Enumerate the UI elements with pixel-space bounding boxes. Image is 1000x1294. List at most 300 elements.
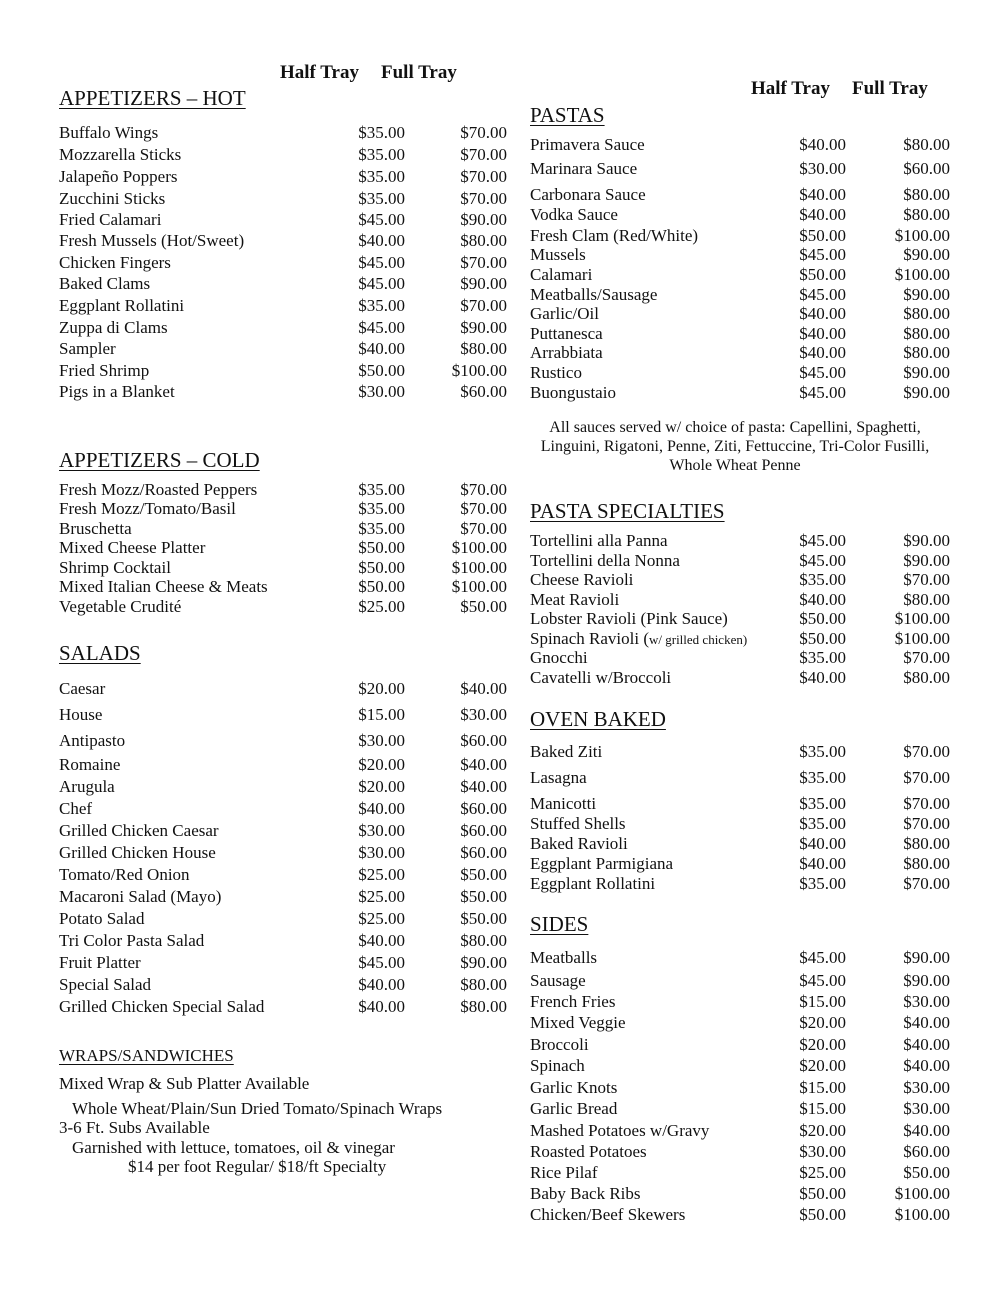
menu-item-name [530,854,673,874]
full-tray-price: $30.00 [460,705,507,724]
menu-item-name-text: Zucchini Sticks [59,189,166,208]
menu-item-name [59,231,244,251]
menu-item-row [59,361,507,381]
menu-item-name [530,834,628,854]
menu-item-name [59,210,161,230]
wraps-line: Garnished with lettuce, tomatoes, oil & vinegar [72,1138,395,1157]
menu-item-row [530,814,950,834]
menu-item-row [530,648,950,668]
menu-item-row [59,123,507,143]
menu-item-name [59,953,141,973]
menu-item-row [59,167,507,187]
menu-item-name [530,648,588,668]
full-tray-price: $80.00 [903,185,950,204]
menu-item-name [530,1013,626,1033]
menu-item-row [59,909,507,929]
menu-item-row [59,318,507,338]
menu-item-row [530,1142,950,1162]
full-tray-price: $90.00 [903,948,950,967]
menu-item-name-text: Mussels [530,245,586,264]
menu-item-name [530,590,619,610]
menu-item-name [59,339,116,359]
menu-item-row [59,843,507,863]
full-tray-price: $50.00 [460,909,507,928]
menu-item-name-text: Broccoli [530,1035,589,1054]
menu-item-row [530,1205,950,1225]
half-tray-price: $45.00 [358,253,405,272]
full-tray-price: $80.00 [460,231,507,250]
menu-item-name-text: Fried Shrimp [59,361,150,380]
half-tray-price: $35.00 [358,296,405,315]
menu-item-row [530,324,950,344]
menu-item-row [59,189,507,209]
section-title-appetizers-hot: APPETIZERS – HOT [59,86,246,110]
menu-item-name-text: Mixed Veggie [530,1013,626,1032]
half-tray-price: $15.00 [799,1099,846,1118]
menu-item-name [530,768,587,788]
menu-item-row [530,609,950,629]
menu-item-row [59,210,507,230]
full-tray-price: $70.00 [460,519,507,538]
menu-item-row [59,499,507,519]
menu-item-row [59,339,507,359]
full-tray-price: $90.00 [903,531,950,550]
menu-item-row [59,145,507,165]
half-tray-price: $45.00 [799,383,846,402]
menu-item-name [59,821,219,841]
full-tray-price: $60.00 [460,843,507,862]
menu-item-row [59,953,507,973]
menu-item-name [530,629,747,650]
half-tray-price: $25.00 [799,1163,846,1182]
menu-item-name-text: Fried Calamari [59,210,162,229]
section-title-wraps: WRAPS/SANDWICHES [59,1046,234,1065]
half-tray-price: $40.00 [799,854,846,873]
full-tray-price: $70.00 [903,794,950,813]
menu-item-name-text: Mozzarella Sticks [59,145,182,164]
full-tray-price: $50.00 [460,597,507,616]
menu-item-row [59,253,507,273]
half-tray-price: $45.00 [799,531,846,550]
half-tray-price: $15.00 [799,1078,846,1097]
menu-item-name-text: Mixed Italian Cheese & Meats [59,577,268,596]
menu-item-name [530,1078,617,1098]
half-tray-price: $30.00 [358,731,405,750]
section-title-oven-baked: OVEN BAKED [530,707,666,731]
half-tray-price: $50.00 [799,226,846,245]
half-tray-price: $40.00 [358,997,405,1016]
half-tray-price: $45.00 [358,274,405,293]
half-tray-price: $45.00 [799,551,846,570]
menu-item-name-text: Fresh Mozz/Tomato/Basil [59,499,236,518]
half-tray-header: Half Tray [751,78,830,99]
menu-item-name [59,382,175,402]
menu-item-name [530,1035,589,1055]
full-tray-price: $80.00 [460,339,507,358]
menu-item-row [530,1078,950,1098]
full-tray-price: $70.00 [460,167,507,186]
menu-item-name-text: Chef [59,799,93,818]
half-tray-price: $40.00 [358,931,405,950]
menu-item-name [59,519,132,539]
menu-item-name [530,245,586,265]
menu-item-name [59,975,151,995]
menu-item-name [59,799,92,819]
menu-item-name-text: Jalapeño Poppers [59,167,178,186]
menu-item-row [59,558,507,578]
half-tray-price: $45.00 [799,363,846,382]
menu-item-row [530,343,950,363]
full-tray-price: $80.00 [903,590,950,609]
menu-item-row [59,821,507,841]
full-tray-price: $40.00 [460,755,507,774]
half-tray-price: $35.00 [358,519,405,538]
half-tray-price: $35.00 [799,768,846,787]
menu-item-name-text: Lobster Ravioli (Pink Sauce) [530,609,728,628]
menu-item-name [530,324,603,344]
half-tray-price: $30.00 [358,821,405,840]
full-tray-price: $90.00 [460,210,507,229]
menu-item-name-text: Tri Color Pasta Salad [59,931,205,950]
menu-item-name-text: Grilled Chicken Caesar [59,821,219,840]
menu-item-row [530,1163,950,1183]
menu-item-row [530,1013,950,1033]
menu-item-name-text: Roasted Potatoes [530,1142,647,1161]
full-tray-price: $30.00 [903,1099,950,1118]
menu-item-row [530,854,950,874]
menu-item-name [530,668,671,688]
half-tray-price: $40.00 [799,304,846,323]
menu-item-name-text: Garlic/Oil [530,304,599,323]
full-tray-price: $60.00 [460,731,507,750]
menu-item-name [530,1163,598,1183]
menu-item-name-text: Meat Ravioli [530,590,620,609]
full-tray-price: $90.00 [903,285,950,304]
menu-item-name [59,931,204,951]
full-tray-price: $80.00 [460,997,507,1016]
half-tray-price: $25.00 [358,597,405,616]
full-tray-price: $70.00 [460,499,507,518]
menu-item-name-text: Stuffed Shells [530,814,626,833]
menu-item-row [59,231,507,251]
menu-item-name [59,865,190,885]
half-tray-price: $50.00 [799,265,846,284]
full-tray-price: $70.00 [903,874,950,893]
half-tray-price: $40.00 [799,205,846,224]
menu-item-row [530,590,950,610]
full-tray-price: $100.00 [451,558,507,577]
menu-item-name-text: Chicken Fingers [59,253,171,272]
menu-item-row [530,768,950,788]
half-tray-price: $40.00 [799,834,846,853]
half-tray-price: $35.00 [358,145,405,164]
half-tray-price: $50.00 [799,1184,846,1203]
menu-item-name [530,531,668,551]
full-tray-price: $90.00 [903,363,950,382]
menu-item-name [59,843,216,863]
menu-item-name-text: Potato Salad [59,909,145,928]
menu-item-name-text: Sausage [530,971,586,990]
section-title-salads: SALADS [59,641,141,665]
menu-item-name-text: Rustico [530,363,582,382]
menu-item-row [530,185,950,205]
menu-item-name [59,777,115,797]
wraps-line: $14 per foot Regular/ $18/ft Specialty [128,1157,387,1176]
menu-item-name [530,948,597,968]
full-tray-price: $90.00 [903,971,950,990]
menu-item-row [530,992,950,1012]
menu-item-name-text: Tortellini della Nonna [530,551,680,570]
menu-item-name [530,343,603,363]
full-tray-price: $70.00 [460,480,507,499]
menu-item-row [59,597,507,617]
menu-item-name [59,755,120,775]
half-tray-price: $50.00 [799,629,846,648]
menu-item-name-text: Garlic Knots [530,1078,618,1097]
menu-item-name [59,253,171,273]
menu-item-row [530,1184,950,1204]
half-tray-price: $40.00 [799,343,846,362]
menu-item-row [530,874,950,894]
half-tray-price: $35.00 [799,742,846,761]
full-tray-price: $80.00 [903,135,950,154]
full-tray-price: $40.00 [460,777,507,796]
menu-item-name [59,123,158,143]
menu-item-name-note: w/ grilled chicken) [648,632,748,647]
full-tray-price: $90.00 [903,245,950,264]
menu-item-name-text: Baked Ravioli [530,834,628,853]
menu-item-name-text: Spinach Ravioli ( [530,629,649,648]
menu-item-name-text: Cheese Ravioli [530,570,634,589]
menu-item-name-text: Arugula [59,777,115,796]
menu-item-name-text: Shrimp Cocktail [59,558,171,577]
full-tray-price: $90.00 [903,383,950,402]
full-tray-price: $70.00 [903,648,950,667]
menu-item-name-text: Eggplant Parmigiana [530,854,674,873]
menu-item-name-text: Fresh Mussels (Hot/Sweet) [59,231,245,250]
menu-item-name-text: Eggplant Rollatini [530,874,656,893]
half-tray-header: Half Tray [280,62,359,83]
full-tray-header: Full Tray [381,62,457,83]
menu-item-name-text: Tortellini alla Panna [530,531,668,550]
menu-item-name-text: Mixed Cheese Platter [59,538,206,557]
half-tray-price: $40.00 [799,324,846,343]
menu-item-row [59,755,507,775]
half-tray-price: $20.00 [799,1056,846,1075]
half-tray-price: $35.00 [799,794,846,813]
menu-item-name-text: Carbonara Sauce [530,185,646,204]
menu-item-row [59,887,507,907]
menu-item-name-text: Macaroni Salad (Mayo) [59,887,222,906]
half-tray-price: $30.00 [799,159,846,178]
half-tray-price: $35.00 [799,648,846,667]
menu-item-name-text: Sampler [59,339,116,358]
menu-item-name [530,1056,585,1076]
menu-item-name-text: Baked Ziti [530,742,603,761]
menu-item-row [59,577,507,597]
menu-item-name [59,361,149,381]
full-tray-price: $100.00 [894,609,950,628]
menu-item-row [530,551,950,571]
half-tray-price: $15.00 [358,705,405,724]
half-tray-price: $40.00 [358,799,405,818]
menu-item-name-text: Fresh Clam (Red/White) [530,226,699,245]
menu-item-row [59,519,507,539]
menu-item-row [530,159,950,179]
half-tray-price: $40.00 [799,135,846,154]
half-tray-price: $35.00 [358,167,405,186]
full-tray-price: $100.00 [451,361,507,380]
full-tray-price: $70.00 [460,253,507,272]
menu-item-row [530,1121,950,1141]
half-tray-price: $50.00 [358,558,405,577]
half-tray-price: $45.00 [358,953,405,972]
wraps-line: Whole Wheat/Plain/Sun Dried Tomato/Spinach Wraps [72,1099,443,1118]
half-tray-price: $30.00 [799,1142,846,1161]
menu-item-row [59,705,507,725]
wraps-line: 3-6 Ft. Subs Available [59,1118,210,1137]
full-tray-price: $40.00 [903,1035,950,1054]
menu-item-name [530,304,599,324]
full-tray-price: $60.00 [460,382,507,401]
full-tray-price: $70.00 [903,570,950,589]
full-tray-price: $70.00 [460,123,507,142]
full-tray-price: $40.00 [903,1121,950,1140]
menu-item-name [530,1142,647,1162]
half-tray-price: $50.00 [358,538,405,557]
section-title-pasta-specialties: PASTA SPECIALTIES [530,499,725,523]
menu-item-name [530,1099,617,1119]
full-tray-price: $80.00 [903,343,950,362]
full-tray-price: $40.00 [460,679,507,698]
full-tray-price: $100.00 [894,226,950,245]
menu-item-name [530,992,615,1012]
full-tray-price: $80.00 [460,975,507,994]
menu-item-row [530,1056,950,1076]
half-tray-price: $45.00 [358,210,405,229]
menu-item-name [530,742,602,762]
full-tray-price: $70.00 [460,189,507,208]
full-tray-price: $80.00 [903,205,950,224]
menu-item-name-text: Pigs in a Blanket [59,382,175,401]
menu-item-row [59,296,507,316]
menu-item-name [530,159,637,179]
full-tray-price: $100.00 [894,265,950,284]
menu-item-name-text: Bruschetta [59,519,132,538]
half-tray-price: $20.00 [799,1013,846,1032]
menu-item-name [530,794,596,814]
menu-item-name [59,145,181,165]
full-tray-price: $70.00 [903,768,950,787]
full-tray-price: $50.00 [460,887,507,906]
menu-item-row [530,971,950,991]
menu-item-row [530,226,950,246]
menu-item-row [530,1099,950,1119]
menu-item-row [530,135,950,155]
full-tray-price: $70.00 [903,742,950,761]
menu-item-row [530,1035,950,1055]
menu-item-name [530,285,657,305]
menu-item-name-text: Tomato/Red Onion [59,865,190,884]
menu-item-name-text: Meatballs [530,948,598,967]
full-tray-price: $90.00 [903,551,950,570]
full-tray-price: $90.00 [460,274,507,293]
menu-item-name [530,874,655,894]
half-tray-price: $45.00 [799,245,846,264]
half-tray-price: $35.00 [799,874,846,893]
menu-item-name-text: Eggplant Rollatini [59,296,185,315]
half-tray-price: $35.00 [358,189,405,208]
menu-item-name [530,971,586,991]
menu-item-row [530,245,950,265]
full-tray-price: $80.00 [903,324,950,343]
full-tray-header: Full Tray [852,78,928,99]
menu-item-row [59,480,507,500]
full-tray-price: $60.00 [903,1142,950,1161]
menu-item-row [59,931,507,951]
half-tray-price: $40.00 [358,339,405,358]
menu-item-name-text: Buongustaio [530,383,616,402]
half-tray-price: $20.00 [358,777,405,796]
menu-item-name [530,1205,685,1225]
menu-item-name-text: Gnocchi [530,648,588,667]
full-tray-price: $100.00 [894,629,950,648]
menu-item-name-text: Grilled Chicken House [59,843,216,862]
full-tray-price: $100.00 [451,538,507,557]
full-tray-price: $80.00 [903,854,950,873]
half-tray-price: $35.00 [358,123,405,142]
menu-item-row [530,570,950,590]
full-tray-price: $100.00 [894,1184,950,1203]
menu-item-name-text: Marinara Sauce [530,159,638,178]
menu-item-name [530,226,698,246]
menu-item-name [59,480,257,500]
menu-item-row [530,285,950,305]
half-tray-price: $40.00 [799,668,846,687]
menu-item-name-text: Vodka Sauce [530,205,618,224]
menu-item-name [59,274,150,294]
half-tray-price: $20.00 [358,679,405,698]
full-tray-price: $90.00 [460,318,507,337]
full-tray-price: $90.00 [460,953,507,972]
menu-item-name [530,814,626,834]
menu-item-name-text: Baby Back Ribs [530,1184,641,1203]
half-tray-price: $50.00 [799,1205,846,1224]
menu-item-name-text: Chicken/Beef Skewers [530,1205,686,1224]
half-tray-price: $35.00 [799,814,846,833]
menu-item-name-text: Antipasto [59,731,126,750]
menu-item-name-text: Primavera Sauce [530,135,645,154]
menu-item-name [530,265,592,285]
menu-item-name [59,499,236,519]
menu-item-name-text: Grilled Chicken Special Salad [59,997,265,1016]
menu-item-name [530,363,582,383]
full-tray-price: $70.00 [460,145,507,164]
half-tray-price: $45.00 [799,948,846,967]
menu-item-name [59,597,181,617]
full-tray-price: $40.00 [903,1013,950,1032]
half-tray-price: $40.00 [799,185,846,204]
menu-item-name-text: Calamari [530,265,593,284]
menu-item-name-text: Romaine [59,755,121,774]
half-tray-price: $50.00 [358,577,405,596]
menu-item-row [530,742,950,762]
menu-item-row [530,265,950,285]
menu-item-name [59,538,205,558]
menu-item-name [59,705,102,725]
menu-item-row [530,668,950,688]
half-tray-price: $20.00 [358,755,405,774]
